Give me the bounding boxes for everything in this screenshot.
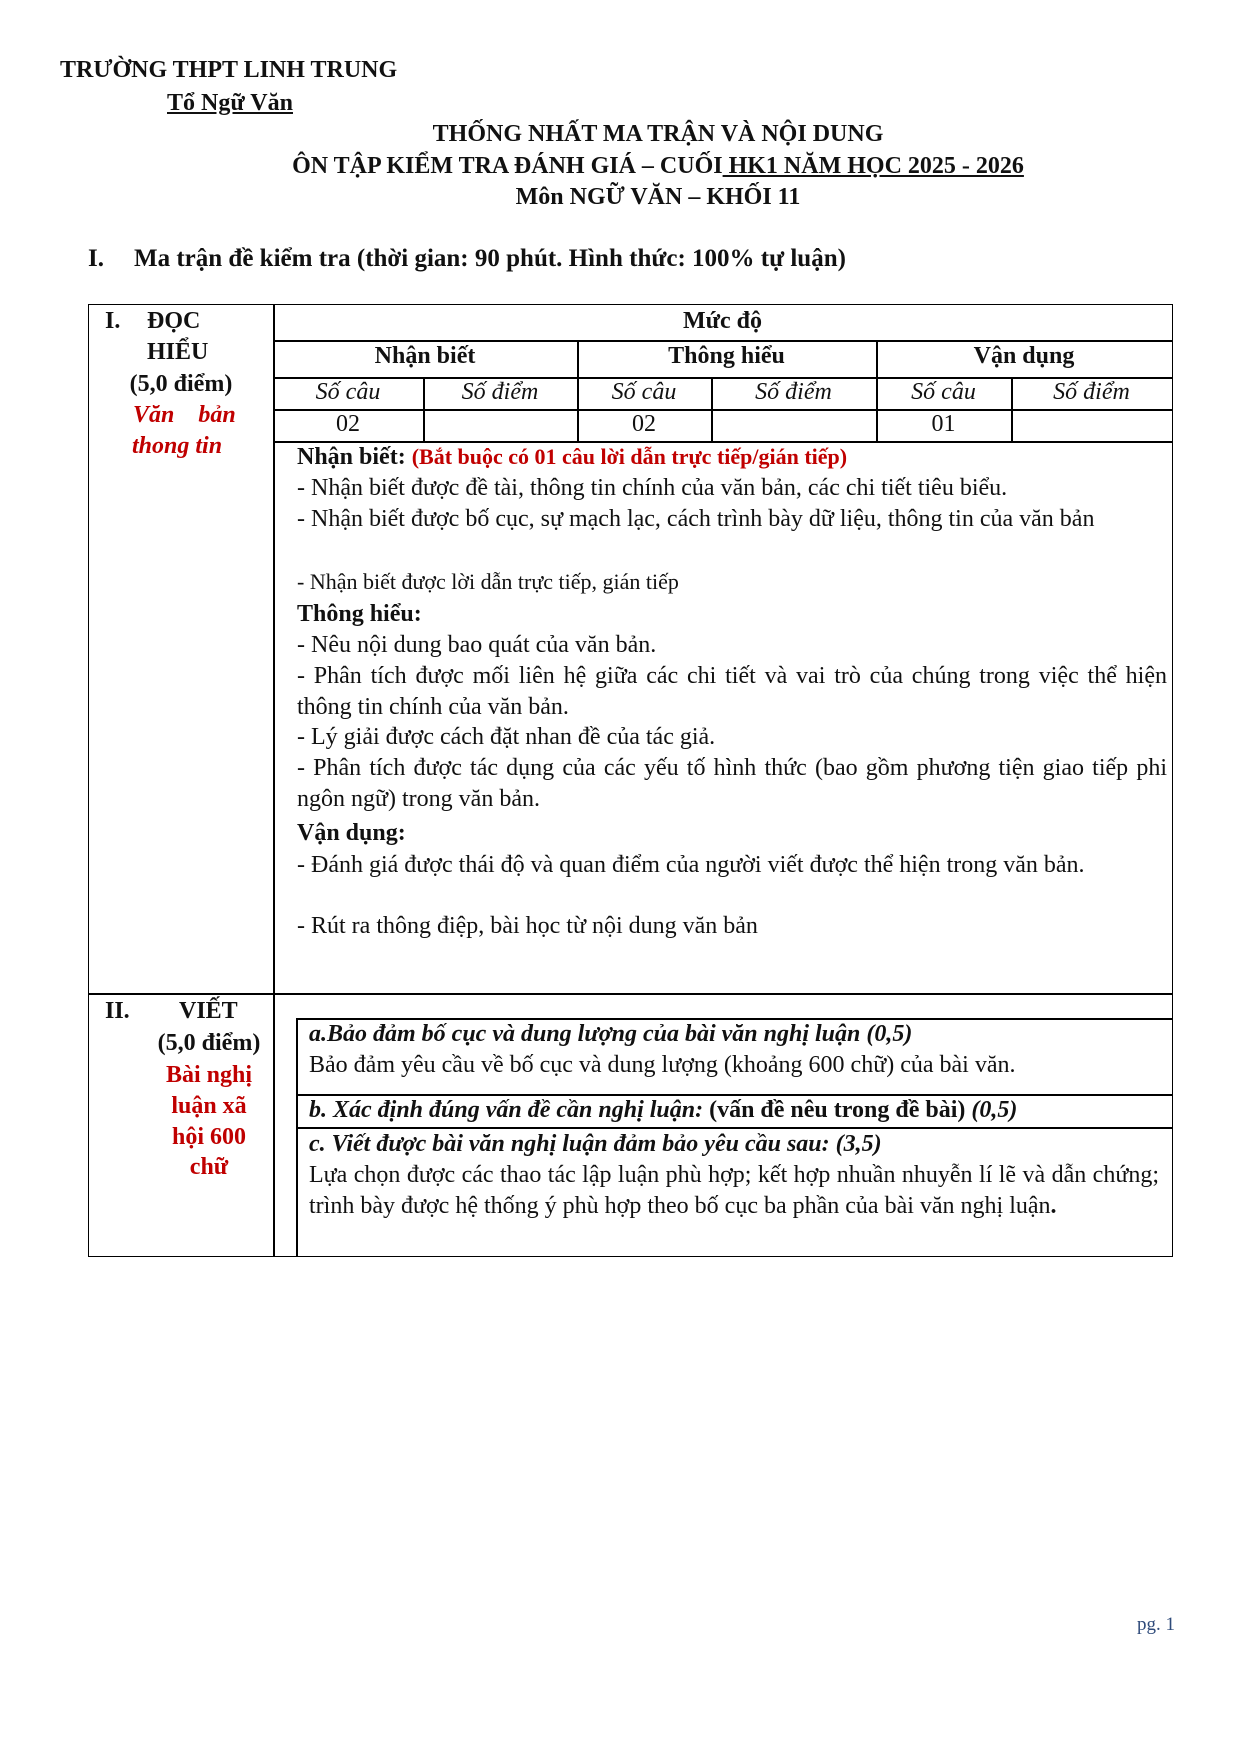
sub-col-header: Số câu: [315, 379, 381, 405]
department-name: Tổ Ngữ Văn: [167, 90, 293, 116]
sub-col-header: Số điểm: [1053, 379, 1130, 405]
grid-line: [296, 1018, 298, 1256]
doc-title-line2: [88, 153, 1228, 180]
level-van-dung: Vận dụng: [973, 343, 1075, 369]
sub-col-header: Số điểm: [461, 379, 539, 405]
writing-genre-4: chữ: [189, 1154, 229, 1180]
grid-line: [296, 1018, 1172, 1020]
nb-note: (Bắt buộc có 01 câu lời dẫn trực tiếp/gián tiếp): [411, 444, 848, 469]
value-cell: 02: [632, 411, 656, 437]
grid-line: [296, 1127, 1172, 1129]
th-item: - Lý giải được cách đặt nhan đề của tác giả.: [297, 724, 716, 750]
writing-b-rest: (vấn đề nêu trong đề bài): [703, 1097, 966, 1123]
grid-line: [296, 1094, 1172, 1096]
writing-b-points: (0,5): [965, 1097, 1018, 1123]
level-header: Mức độ: [682, 308, 763, 334]
writing-c-title: c. Viết được bài văn nghị luận đảm bảo yêu cầu sau: (3,5): [309, 1131, 882, 1157]
doc-title-line3: Môn NGỮ VĂN – KHỐI 11: [515, 184, 801, 210]
writing-points: (5,0 điểm): [157, 1030, 261, 1056]
writing-label-1: VIẾT: [179, 998, 238, 1024]
writing-genre-3: hội 600: [171, 1124, 246, 1150]
writing-a-text: Bảo đảm yêu cầu về bố cục và dung lượng (khoảng 600 chữ) của bài văn.: [309, 1052, 1016, 1078]
writing-b-title: b. Xác định đúng vấn đề cần nghị luận:: [309, 1097, 704, 1123]
grid-line: [273, 441, 1172, 443]
reading-label-num: I.: [105, 308, 121, 334]
sub-col-header: Số câu: [611, 379, 677, 405]
nb-title: Nhận biết:: [297, 444, 406, 470]
writing-b-line: [309, 1097, 1017, 1124]
th-item: - Phân tích được tác dụng của các yếu tố hình thức (bao gồm phương tiện giao tiếp phi ngôn ngữ) trong văn bản.: [297, 755, 1167, 812]
reading-genre-1: Văn bản: [133, 402, 236, 428]
vd-title: Vận dụng:: [297, 820, 406, 846]
value-cell: 01: [931, 411, 956, 437]
sub-col-header: Số điểm: [755, 379, 832, 405]
reading-points: (5,0 điểm): [129, 371, 233, 397]
section-heading: [88, 245, 846, 273]
nb-heading: [297, 444, 847, 471]
nb-item: - Nhận biết được bố cục, sự mạch lạc, cách trình bày dữ liệu, thông tin của văn bản: [297, 506, 1095, 532]
writing-c-text-a: Lựa chọn được các thao tác lập luận phù hợp; kết hợp nhuần nhuyễn lí lẽ và dẫn chứng; trình bày được hệ thống ý phù hợp theo bố cục ba phần của bài văn nghị luận: [309, 1162, 1159, 1219]
level-nhan-biet: Nhận biết: [374, 343, 476, 369]
section-text: Ma trận đề kiểm tra (thời gian: 90 phút. Hình thức: 100% tự luận): [134, 245, 846, 272]
writing-label-num: II.: [105, 998, 130, 1024]
sub-col-header: Số câu: [911, 379, 976, 405]
doc-title-line2-b: HK1 NĂM HỌC 2025 - 2026: [722, 153, 1024, 179]
page-number: pg. 1: [1137, 1614, 1175, 1635]
nb-item: - Nhận biết được lời dẫn trực tiếp, gián tiếp: [297, 569, 679, 594]
reading-label-1: ĐỌC: [147, 308, 201, 334]
th-title: Thông hiểu:: [297, 601, 422, 627]
section-number: I.: [88, 245, 104, 272]
matrix-table: [88, 304, 1173, 1257]
reading-label-2: HIỂU: [147, 339, 209, 365]
school-name: TRƯỜNG THPT LINH TRUNG: [60, 57, 398, 83]
writing-c-text: [309, 1160, 1159, 1221]
writing-a-title: a.Bảo đảm bố cục và dung lượng của bài văn nghị luận (0,5): [309, 1021, 913, 1047]
th-item: - Nêu nội dung bao quát của văn bản.: [297, 632, 657, 658]
level-thong-hieu: Thông hiểu: [668, 343, 785, 369]
doc-title-line1: THỐNG NHẤT MA TRẬN VÀ NỘI DUNG: [432, 121, 884, 147]
vd-item: - Đánh giá được thái độ và quan điểm của người viết được thể hiện trong văn bản.: [297, 852, 1085, 878]
value-cell: 02: [336, 411, 360, 437]
vd-item: - Rút ra thông điệp, bài học từ nội dung văn bản: [297, 913, 758, 939]
nb-item: - Nhận biết được đề tài, thông tin chính của văn bản, các chi tiết tiêu biểu.: [297, 475, 1008, 501]
writing-genre-2: luận xã: [171, 1093, 247, 1119]
grid-line: [273, 340, 1172, 342]
row-divider: [89, 993, 1172, 995]
th-item: - Phân tích được mối liên hệ giữa các chi tiết và vai trò của chúng trong việc thể hiện thông tin chính của văn bản.: [297, 663, 1167, 720]
reading-genre-2: thong tin: [132, 433, 223, 459]
writing-c-text-b: .: [1050, 1192, 1057, 1219]
doc-title-line2-a: ÔN TẬP KIỂM TRA ĐÁNH GIÁ – CUỐI: [292, 153, 723, 179]
writing-genre-1: Bài nghị: [165, 1062, 253, 1088]
